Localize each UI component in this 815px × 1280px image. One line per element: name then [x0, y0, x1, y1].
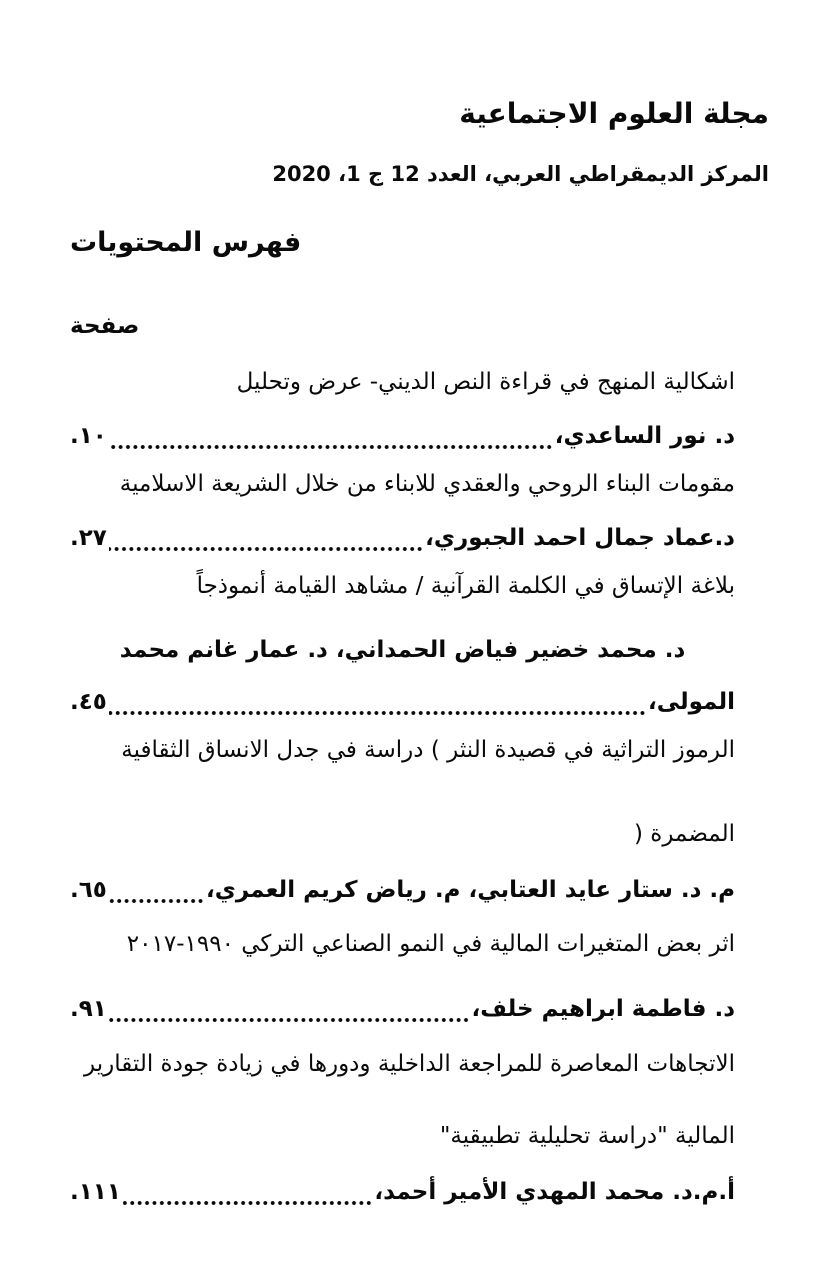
entry-page-number: ١١١. [70, 1179, 121, 1205]
toc-entry [70, 1044, 735, 1212]
entry-page-number: ١٠. [70, 423, 107, 449]
entry-leader-dots [109, 682, 646, 722]
entry-authors: د. نور الساعدي، [554, 423, 735, 449]
toc-heading: فهرس المحتويات [70, 227, 302, 258]
entry-page-number: ٤٥. [70, 689, 107, 715]
entry-title: المضمرة ‎)‎ [634, 821, 735, 847]
entry-leader-dots [123, 1172, 372, 1212]
entry-authors-first-line: د. محمد خضير فياض الحمداني، د. عمار غانم محمد [119, 637, 686, 663]
entry-title: المالية "دراسة تحليلية تطبيقية" [439, 1123, 735, 1149]
entry-page-number: ٢٧. [70, 525, 107, 551]
toc-entry [70, 566, 735, 722]
toc-entry [70, 730, 735, 910]
entry-author-line [70, 1172, 735, 1212]
entry-title: اشكالية المنهج في قراءة النص الديني- عرض وتحليل [236, 369, 735, 395]
entry-author-line [70, 870, 735, 910]
entry-leader-dots [109, 518, 423, 558]
entry-author-line [70, 518, 735, 558]
entry-author-line [70, 682, 735, 722]
entry-authors: د. فاطمة ابراهيم خلف، [471, 996, 735, 1022]
toc-entries [70, 362, 735, 1212]
entry-title: مقومات البناء الروحي والعقدي للابناء من خلال الشريعة الاسلامية [119, 471, 735, 497]
journal-title: مجلة العلوم الاجتماعية [459, 97, 769, 130]
entry-page-number: ٩١. [70, 996, 107, 1022]
toc-entry [70, 924, 735, 1029]
entry-title: اثر بعض المتغيرات المالية في النمو الصناعي التركي ١٩٩٠-٢٠١٧ [126, 931, 735, 957]
entry-leader-dots [109, 989, 470, 1029]
entry-authors: د.عماد جمال احمد الجبوري، [425, 525, 735, 551]
entry-author-line [70, 989, 735, 1029]
toc-entry [70, 464, 735, 558]
entry-authors: م. د. ستار عايد العتابي، م. رياض كريم العمري، [206, 877, 735, 903]
entry-leader-dots [109, 870, 204, 910]
entry-authors: أ.م.د. محمد المهدي الأمير أحمد، [374, 1179, 735, 1205]
entry-authors: المولى، [647, 689, 735, 715]
entry-title: بلاغة الإتساق في الكلمة القرآنية / مشاهد القيامة أنموذجاً [196, 573, 735, 599]
entry-author-line [70, 416, 735, 456]
entry-leader-dots [109, 416, 553, 456]
entry-title: الاتجاهات المعاصرة للمراجعة الداخلية ودورها في زيادة جودة التقارير [84, 1051, 735, 1077]
entry-page-number: ٦٥. [70, 877, 107, 903]
entry-title: الرموز التراثية في قصيدة النثر ‎(‎ دراسة في جدل الانساق الثقافية [121, 737, 735, 763]
journal-issue-line: المركز الديمقراطي العربي، العدد 12 ج 1، 2020 [272, 162, 769, 186]
page-column-label: صفحة [70, 313, 140, 339]
toc-entry [70, 362, 735, 456]
